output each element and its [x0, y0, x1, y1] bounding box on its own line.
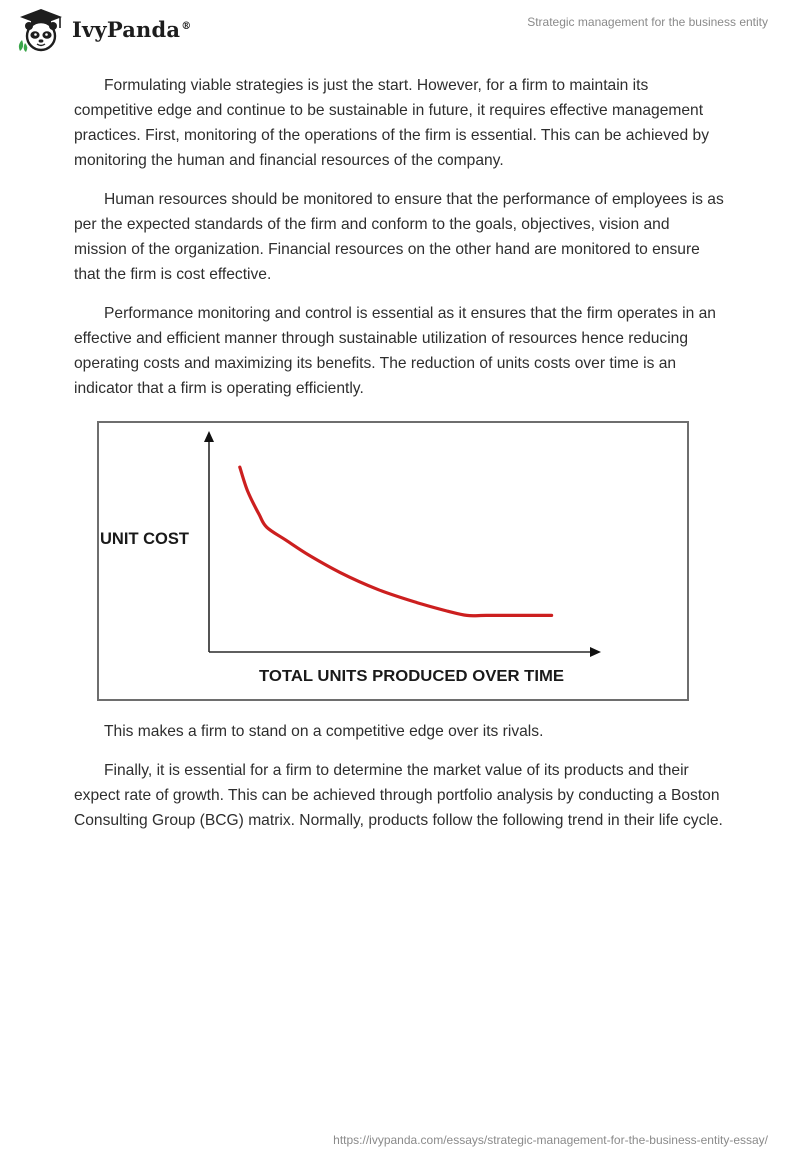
- essay-body: [74, 73, 724, 847]
- y-axis-arrow-icon: [204, 431, 214, 442]
- unit-cost-chart-svg: [99, 423, 687, 699]
- paragraph: Formulating viable strategies is just the start. However, for a firm to maintain its competitive edge and continue to be sustainable in future, it requires effective management practices. First, monitoring of the operations of the firm is essential. This can be achieved by monitoring the human and financial resources of the company.: [74, 77, 710, 169]
- paragraph: This makes a firm to stand on a competitive edge over its rivals.: [104, 723, 544, 740]
- source-url[interactable]: https://ivypanda.com/essays/strategic-management-for-the-business-entity-essay/: [333, 1133, 768, 1147]
- y-axis-label: UNIT COST: [100, 529, 190, 548]
- page-header: [0, 0, 800, 60]
- x-axis-arrow-icon: [590, 647, 601, 657]
- brand-name: IvyPanda®: [72, 16, 192, 42]
- unit-cost-chart: [97, 421, 689, 701]
- x-axis-label: TOTAL UNITS PRODUCED OVER TIME: [259, 668, 565, 685]
- paragraph: Finally, it is essential for a firm to determine the market value of its products and their expect rate of growth. This can be achieved through portfolio analysis by conducting a Boston Consulting Group (BCG) matrix. Normally, products follow the following trend in their life cycle.: [74, 762, 723, 829]
- paragraph: Human resources should be monitored to ensure that the performance of employees is as per the expected standards of the firm and conform to the goals, objectives, vision and mission of the organization. Financial resources on the other hand are monitored to ensure that the firm is cost effective.: [74, 191, 724, 283]
- document-title: Strategic management for the business entity: [527, 15, 768, 29]
- ivypanda-logo[interactable]: [16, 6, 191, 52]
- unit-cost-curve: [240, 467, 552, 616]
- panda-graduate-icon: [16, 6, 66, 52]
- paragraph: Performance monitoring and control is essential as it ensures that the firm operates in an effective and efficient manner through sustainable utilization of resources hence reducing operating costs and maximizing its benefits. The reduction of units costs over time is an indicator that a firm is operating efficiently.: [74, 305, 716, 397]
